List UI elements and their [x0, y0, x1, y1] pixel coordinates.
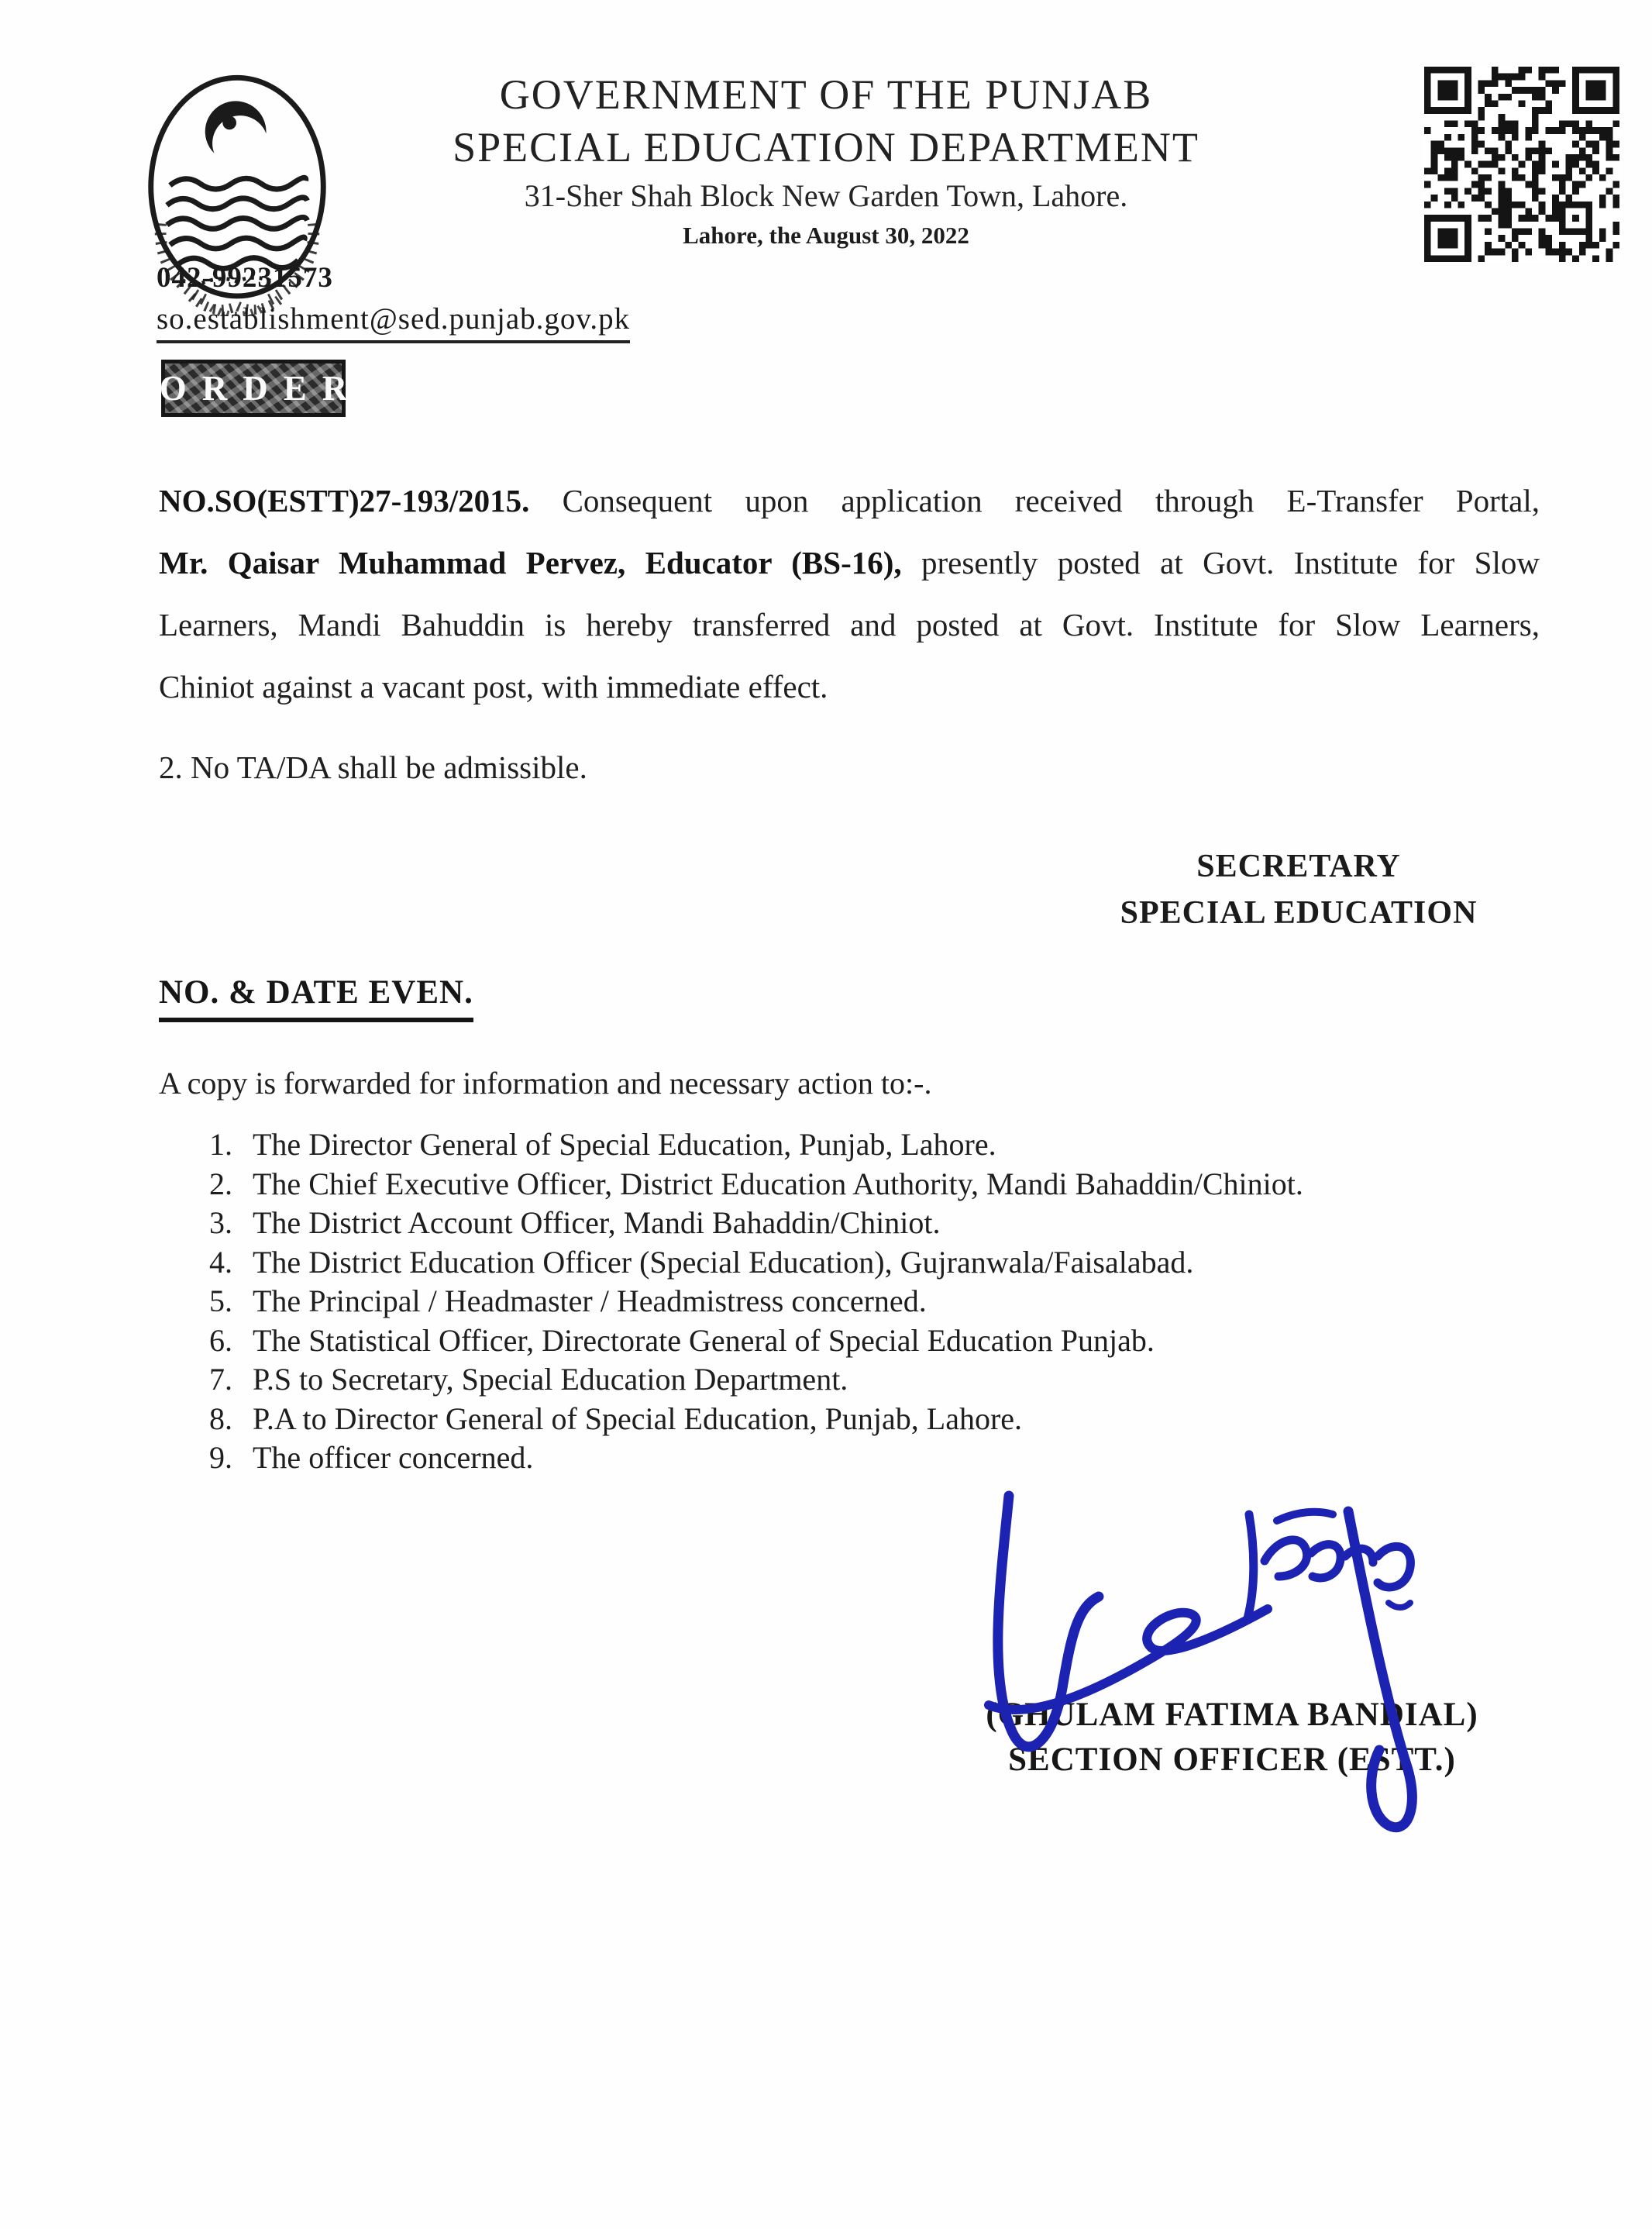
recipient-item: 8. P.A to Director General of Special Education, Punjab, Lahore.: [240, 1400, 1303, 1439]
recipient-item: 2. The Chief Executive Officer, District Education Authority, Mandi Bahaddin/Chiniot.: [240, 1165, 1303, 1204]
department-title: SPECIAL EDUCATION DEPARTMENT: [453, 124, 1199, 171]
phone-number: 042-99231573: [157, 262, 333, 294]
order-line-1: [159, 470, 1540, 532]
reference-number: NO.SO(ESTT)27-193/2015.: [159, 483, 530, 518]
letterhead: [0, 68, 1652, 253]
order-line-4: Chiniot against a vacant post, with immediate effect.: [159, 669, 828, 705]
recipient-item: 6. The Statistical Officer, Directorate General of Special Education Punjab.: [240, 1321, 1303, 1361]
order-paragraph: [159, 470, 1540, 718]
letter-dateline: Lahore, the August 30, 2022: [683, 222, 969, 249]
signatory-title-line1: SECRETARY: [1196, 849, 1401, 884]
email-address: so.establishment@sed.punjab.gov.pk: [157, 301, 630, 343]
qr-code: [1424, 67, 1619, 262]
recipient-item: 1. The Director General of Special Education, Punjab, Lahore.: [240, 1125, 1303, 1165]
order-line-2: [159, 532, 1540, 594]
order-line-2-text: presently posted at Govt. Institute for Slow: [921, 545, 1540, 581]
section-officer-title: SECTION OFFICER (ESTT.): [1008, 1742, 1456, 1778]
signatory-title-line2: SPECIAL EDUCATION: [1120, 895, 1478, 931]
copy-forwarded-line: A copy is forwarded for information and necessary action to:-.: [159, 1066, 932, 1101]
order-line-1-text: Consequent upon application received through E-Transfer Portal,: [562, 483, 1540, 518]
number-date-even-heading: NO. & DATE EVEN.: [159, 973, 473, 1022]
recipient-item: 7. P.S to Secretary, Special Education Department.: [240, 1360, 1303, 1400]
signatory-designation: [1077, 843, 1520, 936]
clause-2: 2. No TA/DA shall be admissible.: [159, 749, 587, 785]
handwritten-signature: [914, 1466, 1457, 1869]
recipient-item: 5. The Principal / Headmaster / Headmistress concerned.: [240, 1282, 1303, 1321]
recipient-list: [195, 1125, 1303, 1478]
recipient-item: 4. The District Education Officer (Special Education), Gujranwala/Faisalabad.: [240, 1243, 1303, 1283]
contact-block: [157, 260, 630, 343]
recipient-item: 3. The District Account Officer, Mandi Bahaddin/Chiniot.: [240, 1204, 1303, 1243]
officer-name: Mr. Qaisar Muhammad Pervez, Educator (BS-16),: [159, 545, 902, 581]
order-line-3: Learners, Mandi Bahuddin is hereby transferred and posted at Govt. Institute for Slow Learners,: [159, 607, 1540, 643]
recipient-item: 9. The officer concerned.: [240, 1438, 1303, 1478]
order-stamp-label: ORDER: [159, 369, 363, 408]
government-title: GOVERNMENT OF THE PUNJAB: [499, 71, 1153, 118]
department-address: 31-Sher Shah Block New Garden Town, Lahore.: [524, 178, 1128, 213]
section-officer-name: (GHULAM FATIMA BANDIAL): [986, 1697, 1478, 1733]
order-stamp: [159, 360, 363, 417]
